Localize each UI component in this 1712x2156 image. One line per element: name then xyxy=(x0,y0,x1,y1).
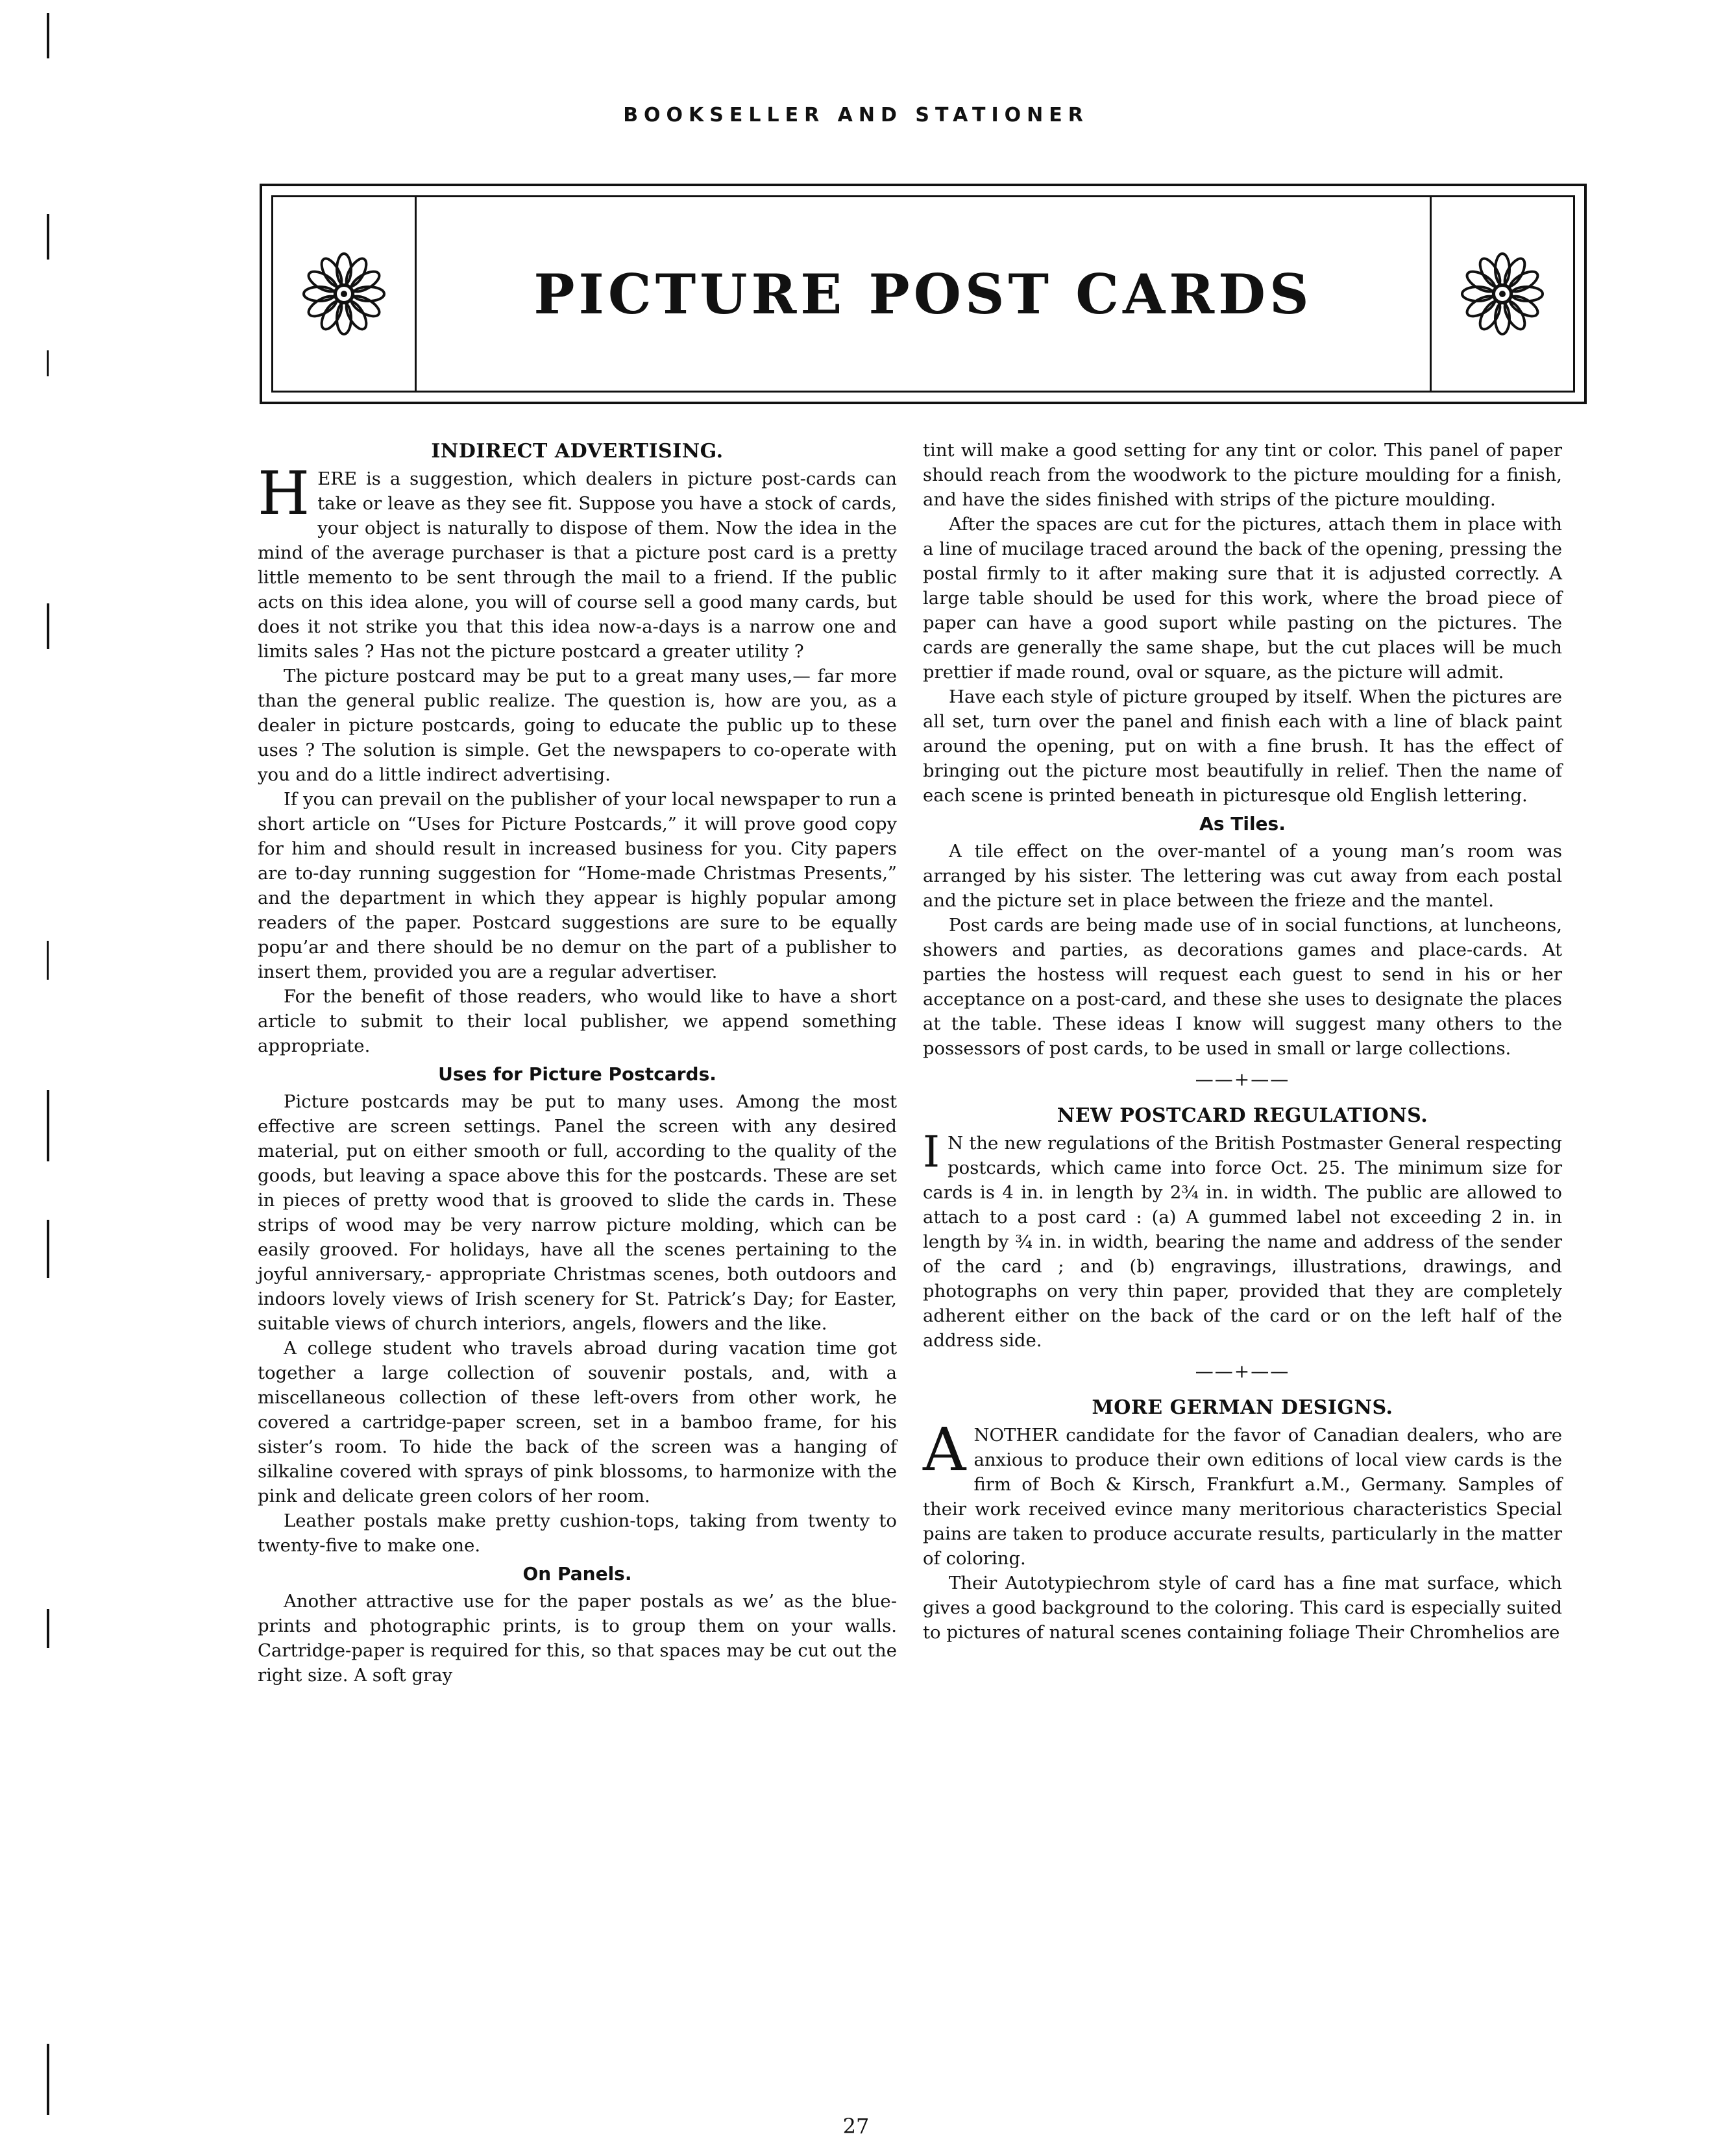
drop-cap: I xyxy=(923,1127,940,1177)
margin-mark xyxy=(47,1220,49,1278)
ornament-panel-left xyxy=(273,197,417,391)
margin-mark xyxy=(47,1609,49,1648)
banner-inner-frame xyxy=(271,195,1575,393)
paragraph: A tile effect on the over-mantel of a young man’s room was arranged by his sister. The lettering was cut away from each postal and the picture set in place between the frieze and the mantel. xyxy=(923,841,1562,911)
paragraph: Have each style of picture grouped by itself. When the pictures are all set, turn over the panel and finish each with a line of black paint around the opening, put on with a fine brush. It has the effect of bringing out the picture most beautifully in relief. Then the name of each scene is printed beneath in picturesque old English lettering. xyxy=(923,686,1562,806)
left-column xyxy=(258,438,897,1688)
paragraph: If you can prevail on the publisher of your local newspaper to run a short article on “Uses for Picture Postcards,” it will prove good copy for him and should result in increased business for you. City papers are to-day running suggestion for “Home-made Christmas Presents,” and the department in which they appear is highly popular among readers of the paper. Postcard suggestions are sure to be equally popu’ar and there should be no demur on the part of a publisher to insert them, provided you are a regular advertiser. xyxy=(258,789,897,982)
paragraph-text: ERE is a suggestion, which dealers in picture post-cards can take or leave as they see fit. Suppose you have a stock of cards, your object is naturally to dispose of them. Now the idea in the mind of the average purchaser is that a picture post card is a pretty little memento to be sent through the mail to a friend. If the public acts on this idea alone, you will of course sell a good many cards, but does it not strike you that this idea now-a-days is a narrow one and limits sales ? Has not the picture postcard a greater utility ? xyxy=(258,468,897,662)
section-heading: INDIRECT ADVERTISING. xyxy=(431,440,724,463)
section-separator: ——+—— xyxy=(1195,1069,1290,1090)
subheading: As Tiles. xyxy=(1199,813,1286,834)
section-separator: ——+—— xyxy=(1195,1361,1290,1382)
paragraph: Picture postcards may be put to many uses. Among the most effective are screen settings. Panel the screen with any desired material, put on either smooth or full, according to the quality of the goods, but leaving a space above this for the postcards. These are set in pieces of pretty wood that is grooved to slide the cards in. These strips of wood may be very narrow picture molding, which can be easily grooved. For holidays, have all the scenes pertaining to the joyful anniversary,- appropriate Christmas scenes, both outdoors and indoors lovely views of Irish scenery for St. Patrick’s Day; for Easter, suitable views of church interiors, angels, flowers and the like. xyxy=(258,1091,897,1334)
paragraph: Leather postals make pretty cushion-tops, taking from twenty to twenty-five to make one. xyxy=(258,1510,897,1556)
margin-mark xyxy=(47,214,49,260)
section-heading: MORE GERMAN DESIGNS. xyxy=(1092,1396,1393,1419)
margin-mark xyxy=(47,603,49,649)
paragraph: For the benefit of those readers, who would like to have a short article to submit to their local publisher, we append something appropriate. xyxy=(258,986,897,1056)
daisy-flower-icon xyxy=(299,248,389,339)
drop-cap: A xyxy=(923,1415,966,1484)
paragraph: Their Autotypiechrom style of card has a fine mat surface, which gives a good background to the coloring. This card is especially suited to pictures of natural scenes containing foliage Their Chromhelios are xyxy=(923,1573,1562,1643)
daisy-flower-icon xyxy=(1457,248,1548,339)
section-heading: NEW POSTCARD REGULATIONS. xyxy=(1057,1104,1428,1127)
paragraph-text: NOTHER candidate for the favor of Canadian dealers, who are anxious to produce their own editions of local view cards is the firm of Boch & Kirsch, Frankfurt a.M., Germany. Samples of their work received evince many meritorious characteristics Special pains are taken to produce accurate results, particularly in the matter of coloring. xyxy=(923,1425,1562,1569)
ornament-panel-right xyxy=(1430,197,1573,391)
drop-cap: H xyxy=(258,459,310,528)
subheading: On Panels. xyxy=(522,1563,632,1584)
margin-marks xyxy=(40,0,66,2156)
paragraph: After the spaces are cut for the pictures, attach them in place with a line of mucilage traced around the back of the opening, pressing the postal firmly to it after making sure that it is adjusted correctly. A large table should be used for this work, where the broad piece of paper can have a good suport while pasting on the pictures. The cards are generally the same shape, but the cut places will be much prettier if made round, oval or square, as the picture will admit. xyxy=(923,514,1562,683)
paragraph: tint will make a good setting for any tint or color. This panel of paper should reach from the woodwork to the picture moulding for a finish, and have the sides finished with strips of the picture moulding. xyxy=(923,440,1562,510)
paragraph xyxy=(923,1127,1562,1353)
paragraph xyxy=(923,1415,1562,1571)
running-head: BOOKSELLER AND STATIONER xyxy=(623,104,1089,127)
page-title: PICTURE POST CARDS xyxy=(533,261,1313,326)
margin-mark xyxy=(47,13,49,58)
margin-mark xyxy=(47,2044,49,2115)
margin-mark xyxy=(47,1090,49,1161)
subheading: Uses for Picture Postcards. xyxy=(438,1063,716,1085)
paragraph: Another attractive use for the paper postals as we’ as the blue-prints and photographic prints, is to group them on your walls. Cartridge-paper is required for this, so that spaces may be cut out the right size. A soft gray xyxy=(258,1591,897,1686)
paragraph: The picture postcard may be put to a great many uses,— far more than the general public realize. The question is, how are you, as a dealer in picture postcards, going to educate the public up to these uses ? The solution is simple. Get the newspapers to co-operate with you and do a little indirect advertising. xyxy=(258,666,897,785)
right-column xyxy=(923,438,1562,1645)
paragraph-text: N the new regulations of the British Postmaster General respecting postcards, which came into force Oct. 25. The minimum size for cards is 4 in. in length by 2¾ in. in width. The public are allowed to attach to a post card : (a) A gummed label not exceeding 2 in. in length by ¾ in. in width, bearing the name and address of the sender of the card ; and (b) engravings, illustrations, drawings, and photographs on very thin paper, provided that they are completely adherent either on the back of the card or on the left half of the address side. xyxy=(923,1133,1562,1351)
margin-mark xyxy=(47,941,49,980)
page-number: 27 xyxy=(842,2114,870,2138)
title-banner xyxy=(260,184,1587,404)
margin-mark xyxy=(47,350,49,376)
paragraph xyxy=(258,459,897,664)
paragraph: Post cards are being made use of in social functions, at luncheons, showers and parties, as decorations games and place-cards. At parties the hostess will request each guest to send in his or her acceptance on a post-card, and these she uses to designate the places at the table. These ideas I know will suggest many others to the possessors of post cards, to be used in small or large collections. xyxy=(923,915,1562,1059)
paragraph: A college student who travels abroad during vacation time got together a large collection of souvenir postals, and, with a miscellaneous collection of these left-overs from other work, he covered a cartridge-paper screen, set in a bamboo frame, for his sister’s room. To hide the back of the screen was a hanging of silkaline covered with sprays of pink blossoms, to harmonize with the pink and delicate green colors of her room. xyxy=(258,1338,897,1507)
